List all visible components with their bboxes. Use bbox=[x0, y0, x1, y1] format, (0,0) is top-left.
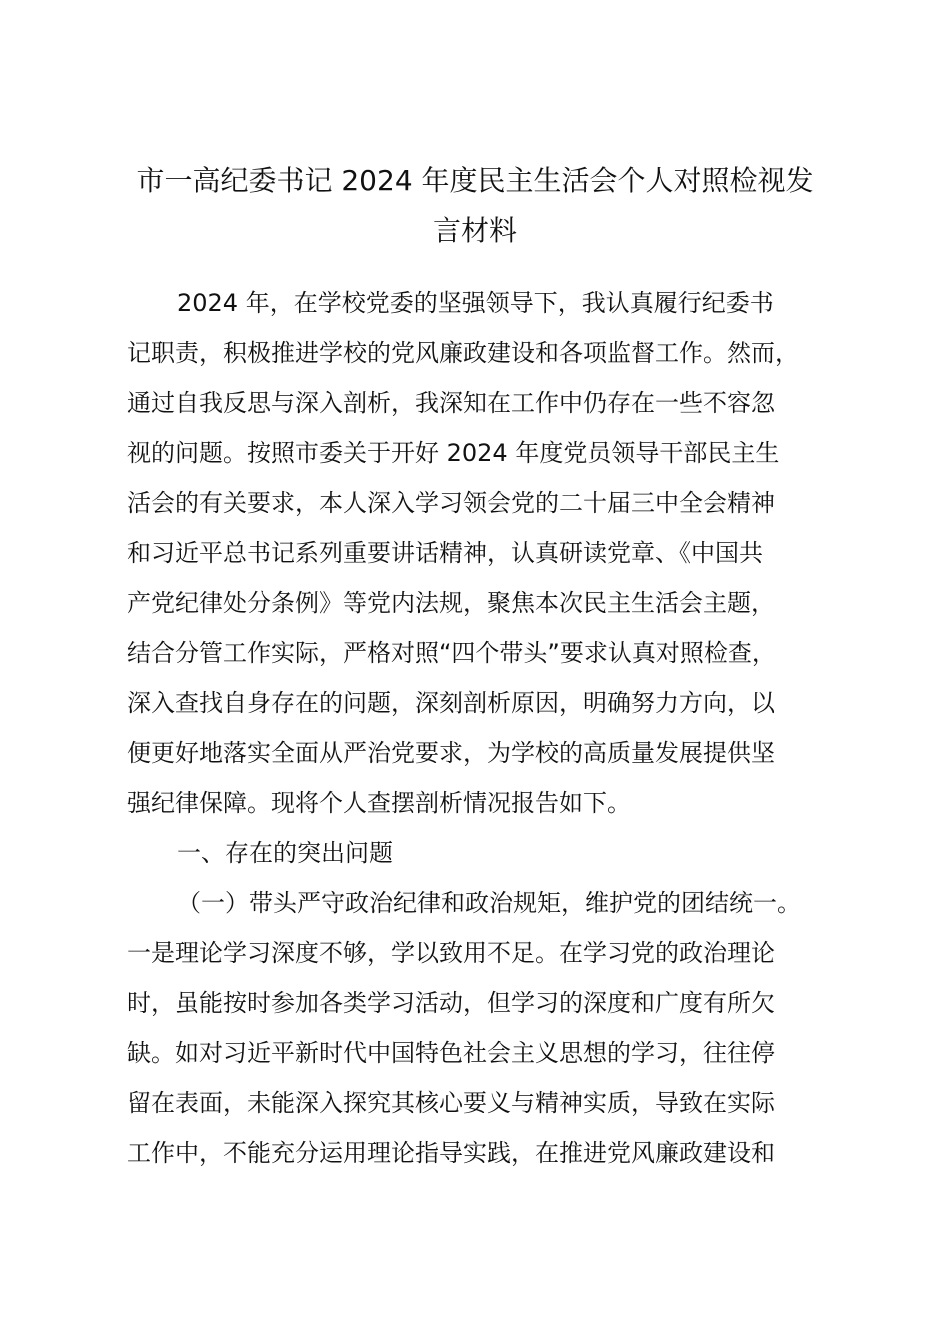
title-line: 市一高纪委书记 2024 年度民主生活会个人对照检视发 bbox=[136, 164, 814, 197]
paragraph-line: 产党纪律处分条例》等党内法规，聚焦本次民主生活会主题， bbox=[127, 589, 775, 617]
paragraph-line: 强纪律保障。现将个人查摆剖析情况报告如下。 bbox=[127, 789, 631, 817]
paragraph-line: 结合分管工作实际，严格对照“四个带头”要求认真对照检查， bbox=[127, 639, 776, 667]
section-heading: 一、存在的突出问题 bbox=[177, 839, 393, 867]
title-line: 言材料 bbox=[432, 214, 517, 247]
paragraph-line: 视的问题。按照市委关于开好 2024 年度党员领导干部民主生 bbox=[127, 439, 780, 467]
paragraph-line: 缺。如对习近平新时代中国特色社会主义思想的学习，往往停 bbox=[127, 1039, 775, 1067]
paragraph-line: 和习近平总书记系列重要讲话精神，认真研读党章、《中国共 bbox=[127, 539, 763, 567]
paragraph-line: 记职责，积极推进学校的党风廉政建设和各项监督工作。然而， bbox=[127, 339, 799, 367]
paragraph-line: 工作中，不能充分运用理论指导实践，在推进党风廉政建设和 bbox=[127, 1139, 775, 1167]
paragraph-line: 2024 年，在学校党委的坚强领导下，我认真履行纪委书 bbox=[177, 289, 774, 317]
document-body bbox=[127, 278, 857, 1178]
paragraph-line: 留在表面，未能深入探究其核心要义与精神实质，导致在实际 bbox=[127, 1089, 775, 1117]
paragraph-line: 活会的有关要求，本人深入学习领会党的二十届三中全会精神 bbox=[127, 489, 775, 517]
subsection-heading: （一）带头严守政治纪律和政治规矩，维护党的团结统一。 bbox=[177, 889, 801, 917]
paragraph-line: 通过自我反思与深入剖析，我深知在工作中仍存在一些不容忽 bbox=[127, 389, 775, 417]
paragraph-line: 深入查找自身存在的问题，深刻剖析原因，明确努力方向，以 bbox=[127, 689, 775, 717]
paragraph-line: 便更好地落实全面从严治党要求，为学校的高质量发展提供坚 bbox=[127, 739, 775, 767]
paragraph-line: 时，虽能按时参加各类学习活动，但学习的深度和广度有所欠 bbox=[127, 989, 775, 1017]
paragraph-line: 一是理论学习深度不够，学以致用不足。在学习党的政治理论 bbox=[127, 939, 775, 967]
document-title bbox=[100, 156, 850, 256]
